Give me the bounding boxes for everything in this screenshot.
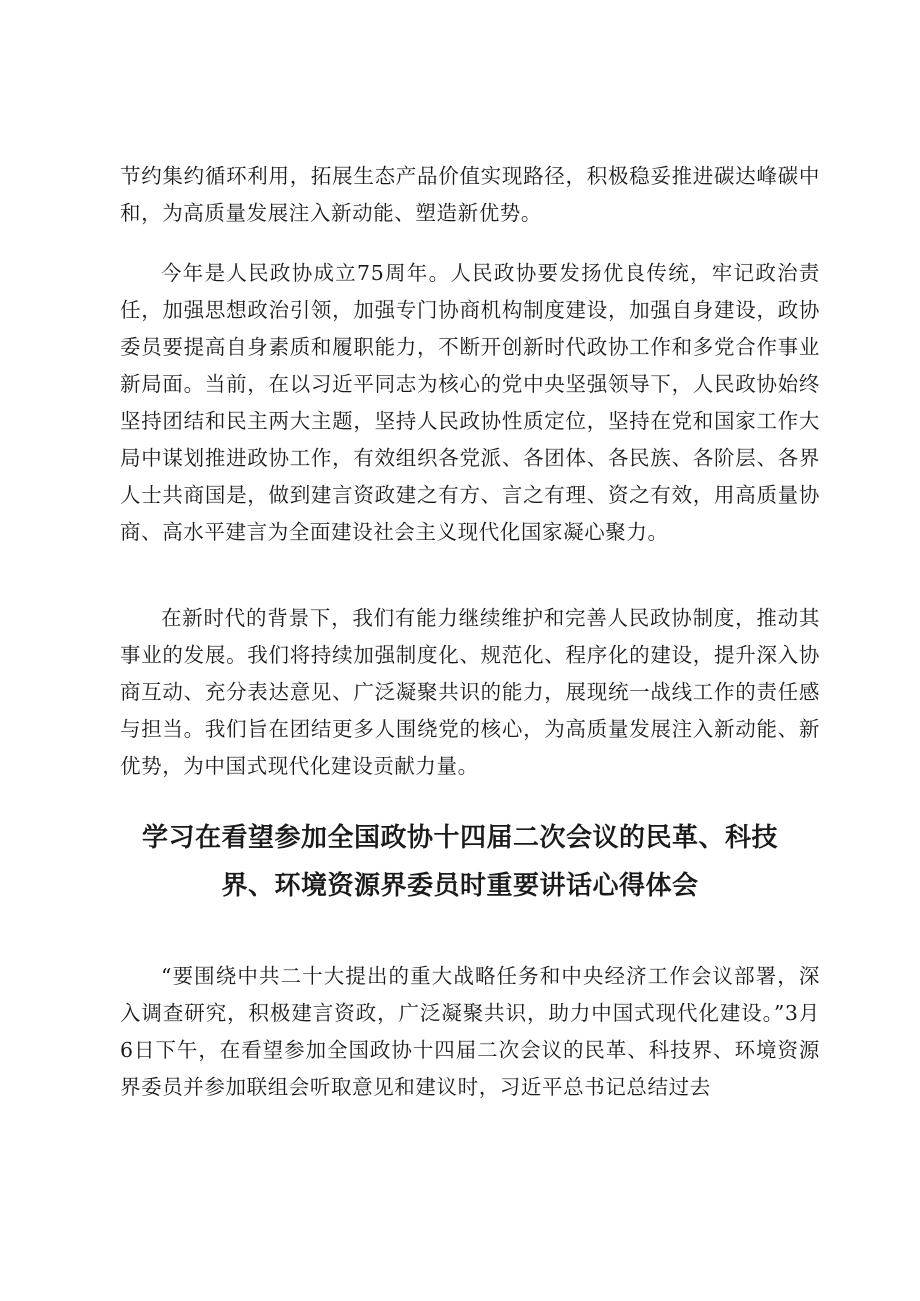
paragraph-new-era: 在新时代的背景下，我们有能力继续维护和完善人民政协制度，推动其事业的发展。我们将持续加强制度化、规范化、程序化的建设，提升深入协商互动、充分表达意见、广泛凝聚共识的能力，展现统一战线工作的责任感与担当。我们旨在团结更多人围绕党的核心，为高质量发展注入新动能、新优势，为中国式现代化建设贡献力量。 — [120, 606, 820, 778]
article-title-line-1: 学习在看望参加全国政协十四届二次会议的民革、科技 — [141, 823, 778, 853]
article-title-line-2: 界、环境资源界委员时重要讲话心得体会 — [221, 871, 699, 901]
paragraph-speech-quote: “要围绕中共二十大提出的重大战略任务和中央经济工作会议部署，深入调查研究，积极建言资政，广泛凝聚共识，助力中国式现代化建设。”3月6日下午，在看望参加全国政协十四届二次会议的民革、科技界、环境资源界委员并参加联组会听取意见和建议时，习近平总书记总结过去 — [120, 964, 820, 1099]
article-title — [100, 814, 820, 910]
continued-paragraph: 节约集约循环利用，拓展生态产品价值实现路径，积极稳妥推进碳达峰碳中和，为高质量发展注入新动能、塑造新优势。 — [120, 164, 820, 225]
paragraph-cppcc-anniversary: 今年是人民政协成立75周年。人民政协要发扬优良传统，牢记政治责任，加强思想政治引领，加强专门协商机构制度建设，加强自身建设，政协委员要提高自身素质和履职能力，不断开创新时代政协工作和多党合作事业新局面。当前，在以习近平同志为核心的党中央坚强领导下，人民政协始终坚持团结和民主两大主题，坚持人民政协性质定位，坚持在党和国家工作大局中谋划推进政协工作，有效组织各党派、各团体、各民族、各阶层、各界人士共商国是，做到建言资政建之有方、言之有理、资之有效，用高质量协商、高水平建言为全面建设社会主义现代化国家凝心聚力。 — [120, 261, 820, 544]
